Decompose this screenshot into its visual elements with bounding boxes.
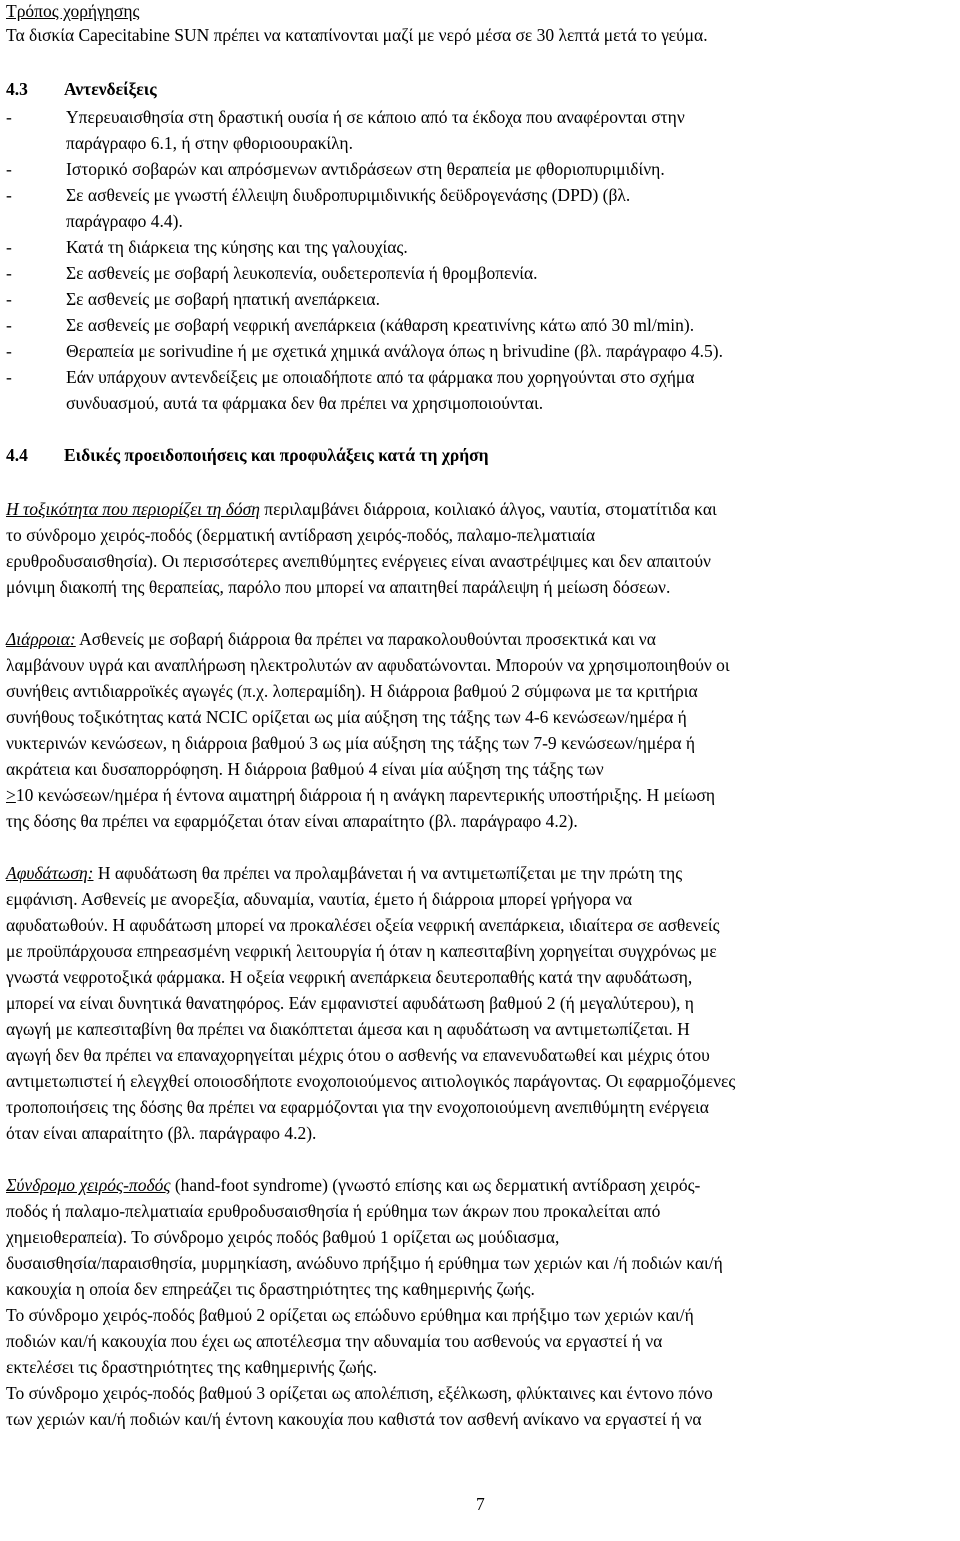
paragraph-line: Το σύνδρομο χειρός-ποδός βαθμού 3 ορίζεται ως απολέπιση, εξέλκωση, φλύκταινες και έντονο πόνο	[6, 1383, 713, 1403]
paragraph-line: τροποποιήσεις της δόσης θα πρέπει να εφαρμόζονται για την ενοχοποιούμενη ανεπιθύμητη ενέργεια	[6, 1097, 709, 1117]
paragraph-line: των χεριών και/ή ποδιών και/ή έντονη κακουχία που καθιστά τον ασθενή ανίκανο να εργαστεί ή να	[6, 1409, 702, 1429]
paragraph-line: αντιμετωπιστεί ή ελεγχθεί οποιοσδήποτε ενοχοποιούμενος αιτιολογικός παράγοντας. Οι εφαρμοζόμενες	[6, 1071, 736, 1091]
paragraph-line: μόνιμη διακοπή της θεραπείας, παρόλο που μπορεί να απαιτηθεί παράλειψη ή μείωση δόσεων.	[6, 577, 671, 597]
contra-item-text: Σε ασθενείς με σοβαρή ηπατική ανεπάρκεια.	[66, 289, 380, 309]
paragraph-hand-foot-line	[6, 1172, 700, 1198]
paragraph-line	[6, 782, 715, 808]
contra-item-text: Σε ασθενείς με σοβαρή νεφρική ανεπάρκεια (κάθαρση κρεατινίνης κάτω από 30 ml/min).	[66, 315, 695, 335]
contra-item-text: παράγραφο 4.4).	[66, 211, 183, 231]
paragraph-line: μπορεί να είναι δυνητικά θανατηφόρος. Εάν εμφανιστεί αφυδάτωση βαθμού 2 (ή μεγαλύτερου), η	[6, 993, 694, 1013]
paragraph-line: λαμβάνουν υγρά και αναπλήρωση ηλεκτρολυτών αν αφυδατώνονται. Μπορούν να χρησιμοποιηθούν οι	[6, 655, 730, 675]
section-number: 4.3	[6, 79, 28, 99]
bullet-dash: -	[6, 315, 12, 335]
text: (hand-foot syndrome) (γνωστό επίσης και ως δερματική αντίδραση χειρός-	[170, 1175, 701, 1195]
contra-item-text: Σε ασθενείς με σοβαρή λευκοπενία, ουδετεροπενία ή θρομβοπενία.	[66, 263, 538, 283]
text: Η αφυδάτωση θα πρέπει να προλαμβάνεται ή να αντιμετωπίζεται με την πρώτη της	[93, 863, 683, 883]
paragraph-line: συνήθεις αντιδιαρροϊκές αγωγές (π.χ. λοπεραμίδη). Η διάρροια βαθμού 2 σύμφωνα με τα κριτήρια	[6, 681, 698, 701]
contra-item-text: Κατά τη διάρκεια της κύησης και της γαλουχίας.	[66, 237, 408, 257]
contra-item-text: Θεραπεία με sorivudine ή με σχετικά χημικά ανάλογα όπως η brivudine (βλ. παράγραφο 4.5).	[66, 341, 723, 361]
greater-equal-sign: >	[6, 785, 16, 805]
paragraph-line: εκτελέσει τις δραστηριότητες της καθημερινής ζωής.	[6, 1357, 378, 1377]
paragraph-dehydration-line	[6, 860, 682, 886]
paragraph-line: με προϋπάρχουσα επηρεασμένη νεφρική λειτουργία ή όταν η καπεσιταβίνη χορηγείται συγχρόνως με	[6, 941, 717, 961]
paragraph-line: αγωγή με καπεσιταβίνη θα πρέπει να διακόπτεται άμεσα και η αφυδάτωση να αντιμετωπίζεται. Η	[6, 1019, 690, 1039]
italic-lead: Σύνδρομο χειρός-ποδός	[6, 1175, 171, 1195]
text: Ασθενείς με σοβαρή διάρροια θα πρέπει να παρακολουθούνται προσεκτικά και να	[75, 629, 656, 649]
section-number: 4.4	[6, 445, 28, 465]
italic-lead: Διάρροια:	[6, 629, 76, 649]
text: 10 κενώσεων/ημέρα ή έντονα αιματηρή διάρροια ή η ανάγκη παρεντερικής υποστήριξης. Η μείωση	[15, 785, 716, 805]
paragraph-line: συνήθους τοξικότητας κατά NCIC ορίζεται ως μία αύξηση της τάξης των 4-6 κενώσεων/ημέρα ή	[6, 707, 687, 727]
bullet-dash: -	[6, 367, 12, 387]
paragraph-line: κακουχία η οποία δεν επηρεάζει τις δραστηριότητες της καθημερινής ζωής.	[6, 1279, 535, 1299]
section-title: Ειδικές προειδοποιήσεις και προφυλάξεις κατά τη χρήση	[64, 445, 489, 465]
bullet-dash: -	[6, 263, 12, 283]
paragraph-dose-limiting-line	[6, 496, 717, 522]
paragraph-diarrhoea-line	[6, 626, 656, 652]
paragraph-line: ακράτεια και δυσαπορρόφηση. Η διάρροια βαθμού 4 είναι μία αύξηση της τάξης των	[6, 759, 604, 779]
text: περιλαμβάνει διάρροια, κοιλιακό άλγος, ναυτία, στοματίτιδα και	[259, 499, 717, 519]
contra-item-text: συνδυασμού, αυτά τα φάρμακα δεν θα πρέπει να χρησιμοποιούνται.	[66, 393, 544, 413]
contra-item-text: Εάν υπάρχουν αντενδείξεις με οποιαδήποτε από τα φάρμακα που χορηγούνται στο σχήμα	[66, 367, 695, 387]
bullet-dash: -	[6, 237, 12, 257]
page-number: 7	[476, 1494, 485, 1514]
section-title: Αντενδείξεις	[64, 79, 157, 99]
paragraph-line: χημειοθεραπεία). Το σύνδρομο χειρός ποδός βαθμού 1 ορίζεται ως μούδιασμα,	[6, 1227, 560, 1247]
bullet-dash: -	[6, 289, 12, 309]
italic-lead: Αφυδάτωση:	[6, 863, 94, 883]
paragraph-line: δυσαισθησία/παραισθησία, μυρμηκίαση, ανώδυνο πρήξιμο ή ερύθημα των χεριών και /ή ποδιών και/ή	[6, 1253, 723, 1273]
bullet-dash: -	[6, 159, 12, 179]
paragraph-line: το σύνδρομο χειρός-ποδός (δερματική αντίδραση χειρός-ποδός, παλαμο-πελματιαία	[6, 525, 596, 545]
paragraph-line: γνωστά νεφροτοξικά φάρμακα. Η οξεία νεφρική ανεπάρκεια δευτεροπαθής κατά την αφυδάτωση,	[6, 967, 693, 987]
italic-lead: Η τοξικότητα που περιορίζει τη δόση	[6, 499, 260, 519]
bullet-dash: -	[6, 185, 12, 205]
paragraph-line: αφυδατωθούν. Η αφυδάτωση μπορεί να προκαλέσει οξεία νεφρική ανεπάρκεια, ιδιαίτερα σε ασθενείς	[6, 915, 720, 935]
contra-item-text: Σε ασθενείς με γνωστή έλλειψη διυδροπυριμιδινικής δεϋδρογενάσης (DPD) (βλ.	[66, 185, 631, 205]
contra-item-text: παράγραφο 6.1, ή στην φθοριοουρακίλη.	[66, 133, 353, 153]
bullet-dash: -	[6, 107, 12, 127]
paragraph-line: Το σύνδρομο χειρός-ποδός βαθμού 2 ορίζεται ως επώδυνο ερύθημα και πρήξιμο των χεριών και/ή	[6, 1305, 694, 1325]
paragraph-line: νυκτερινών κενώσεων, η διάρροια βαθμού 3 ως μία αύξηση της τάξης των 7-9 κενώσεων/ημέρα ή	[6, 733, 696, 753]
paragraph-line: εμφάνιση. Ασθενείς με ανορεξία, αδυναμία, ναυτία, έμετο ή διάρροια μπορεί γρήγορα να	[6, 889, 633, 909]
paragraph-line: αγωγή δεν θα πρέπει να επαναχορηγείται μέχρις ότου ο ασθενής να επανενυδατωθεί και μέχρις ότου	[6, 1045, 710, 1065]
contra-item-text: Ιστορικό σοβαρών και απρόσμενων αντιδράσεων στη θεραπεία με φθοριοπυριμιδίνη.	[66, 159, 665, 179]
contra-item-text: Υπερευαισθησία στη δραστική ουσία ή σε κάποιο από τα έκδοχα που αναφέρονται στην	[66, 107, 685, 127]
paragraph-line: της δόσης θα πρέπει να εφαρμόζεται όταν είναι απαραίτητο (βλ. παράγραφο 4.2).	[6, 811, 578, 831]
paragraph-line: ερυθροδυσαισθησία). Οι περισσότερες ανεπιθύμητες ενέργειες είναι αναστρέψιμες και δεν απαιτούν	[6, 551, 711, 571]
admin-title: Τρόπος χορήγησης	[6, 1, 140, 21]
admin-text: Τα δισκία Capecitabine SUN πρέπει να καταπίνονται μαζί με νερό μέσα σε 30 λεπτά μετά το γεύμα.	[6, 25, 708, 45]
bullet-dash: -	[6, 341, 12, 361]
paragraph-line: όταν είναι απαραίτητο (βλ. παράγραφο 4.2).	[6, 1123, 317, 1143]
paragraph-line: ποδιών και/ή κακουχία που έχει ως αποτέλεσμα την αδυναμία του ασθενούς να εργαστεί ή να	[6, 1331, 663, 1351]
paragraph-line: ποδός ή παλαμο-πελματιαία ερυθροδυσαισθησία ή ερύθημα των άκρων που προκαλείται από	[6, 1201, 661, 1221]
